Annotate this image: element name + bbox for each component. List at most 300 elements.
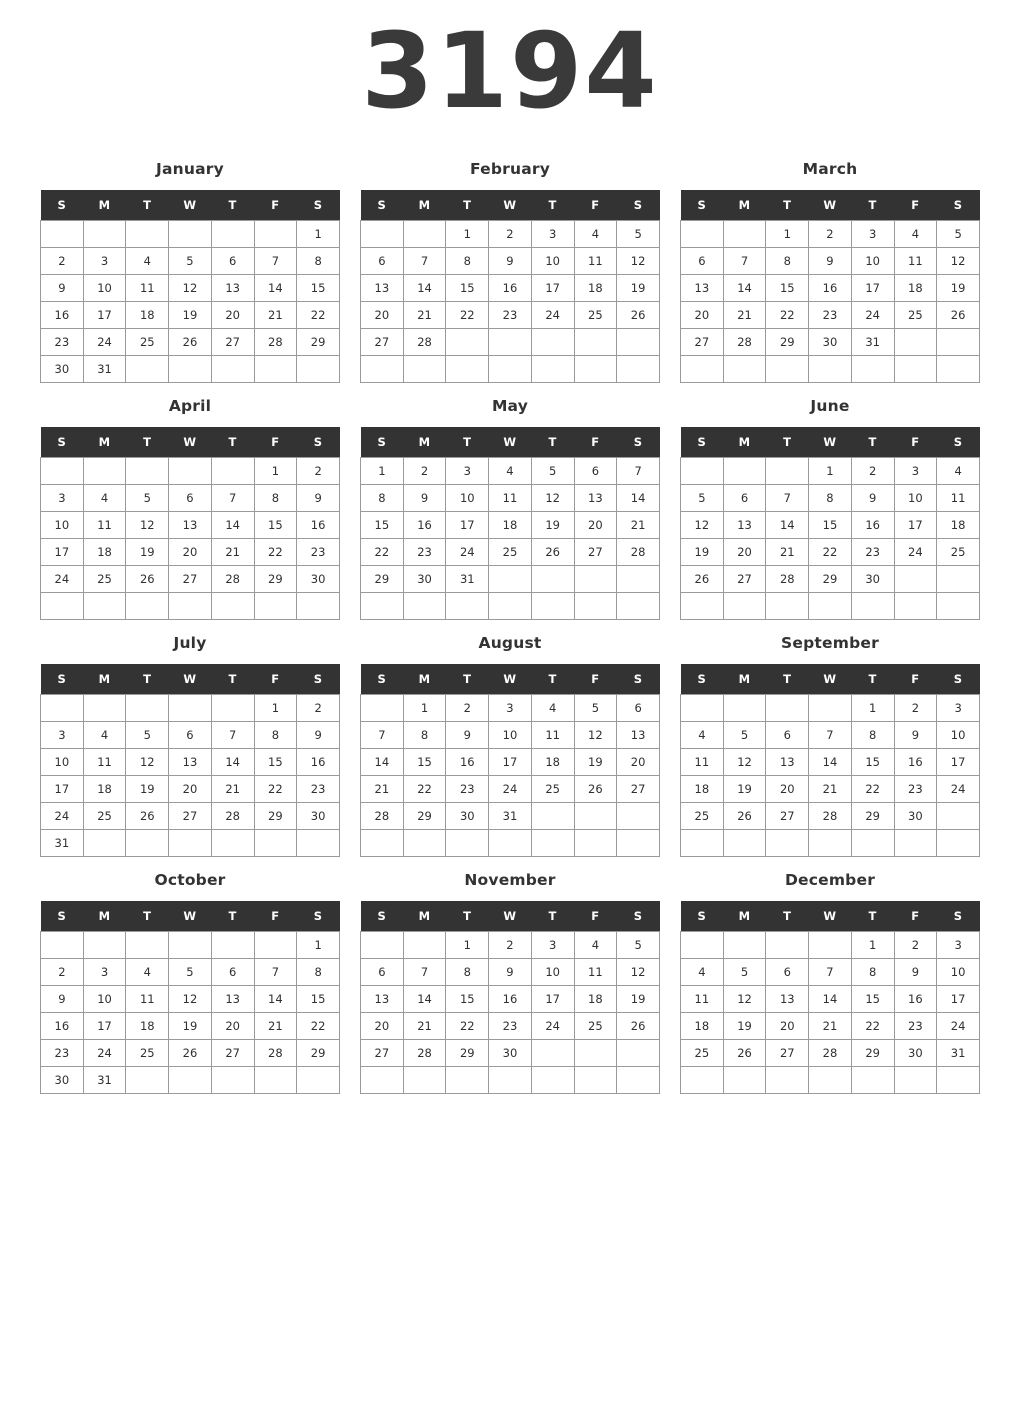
day-cell[interactable]: 5 [617, 221, 660, 248]
day-cell[interactable]: 28 [211, 566, 254, 593]
day-cell[interactable]: 9 [446, 722, 489, 749]
day-cell[interactable]: 7 [723, 248, 766, 275]
day-cell[interactable]: 21 [403, 1013, 446, 1040]
day-cell[interactable]: 16 [297, 512, 340, 539]
day-cell[interactable]: 3 [41, 722, 84, 749]
day-cell[interactable]: 15 [254, 512, 297, 539]
day-cell[interactable]: 8 [403, 722, 446, 749]
day-cell[interactable]: 28 [809, 1040, 852, 1067]
day-cell[interactable]: 19 [574, 749, 617, 776]
day-cell[interactable]: 28 [809, 803, 852, 830]
day-cell[interactable]: 24 [531, 1013, 574, 1040]
day-cell[interactable]: 20 [211, 1013, 254, 1040]
day-cell[interactable]: 3 [41, 485, 84, 512]
day-cell[interactable]: 19 [937, 275, 980, 302]
day-cell[interactable]: 6 [766, 959, 809, 986]
day-cell[interactable]: 23 [297, 776, 340, 803]
day-cell[interactable]: 2 [297, 458, 340, 485]
day-cell[interactable]: 13 [681, 275, 724, 302]
day-cell[interactable]: 15 [297, 986, 340, 1013]
day-cell[interactable]: 29 [297, 329, 340, 356]
day-cell[interactable]: 1 [851, 695, 894, 722]
day-cell[interactable]: 11 [894, 248, 937, 275]
day-cell[interactable]: 7 [403, 959, 446, 986]
day-cell[interactable]: 30 [851, 566, 894, 593]
day-cell[interactable]: 24 [489, 776, 532, 803]
day-cell[interactable]: 8 [851, 959, 894, 986]
day-cell[interactable]: 5 [937, 221, 980, 248]
day-cell[interactable]: 19 [617, 275, 660, 302]
day-cell[interactable]: 12 [937, 248, 980, 275]
day-cell[interactable]: 18 [681, 776, 724, 803]
day-cell[interactable]: 16 [851, 512, 894, 539]
day-cell[interactable]: 6 [681, 248, 724, 275]
day-cell[interactable]: 15 [446, 275, 489, 302]
day-cell[interactable]: 1 [851, 932, 894, 959]
day-cell[interactable]: 7 [254, 248, 297, 275]
day-cell[interactable]: 3 [894, 458, 937, 485]
day-cell[interactable]: 7 [361, 722, 404, 749]
day-cell[interactable]: 28 [254, 1040, 297, 1067]
day-cell[interactable]: 4 [531, 695, 574, 722]
day-cell[interactable]: 17 [531, 986, 574, 1013]
day-cell[interactable]: 16 [809, 275, 852, 302]
day-cell[interactable]: 21 [809, 1013, 852, 1040]
day-cell[interactable]: 5 [681, 485, 724, 512]
day-cell[interactable]: 30 [894, 1040, 937, 1067]
day-cell[interactable]: 21 [254, 302, 297, 329]
day-cell[interactable]: 16 [894, 986, 937, 1013]
day-cell[interactable]: 29 [766, 329, 809, 356]
day-cell[interactable]: 18 [681, 1013, 724, 1040]
day-cell[interactable]: 9 [489, 248, 532, 275]
day-cell[interactable]: 26 [723, 803, 766, 830]
day-cell[interactable]: 19 [723, 1013, 766, 1040]
day-cell[interactable]: 7 [617, 458, 660, 485]
day-cell[interactable]: 8 [254, 722, 297, 749]
day-cell[interactable]: 26 [937, 302, 980, 329]
day-cell[interactable]: 29 [254, 566, 297, 593]
day-cell[interactable]: 13 [361, 986, 404, 1013]
day-cell[interactable]: 5 [723, 722, 766, 749]
day-cell[interactable]: 17 [489, 749, 532, 776]
day-cell[interactable]: 3 [531, 932, 574, 959]
day-cell[interactable]: 1 [254, 458, 297, 485]
day-cell[interactable]: 9 [41, 986, 84, 1013]
day-cell[interactable]: 26 [681, 566, 724, 593]
day-cell[interactable]: 20 [681, 302, 724, 329]
day-cell[interactable]: 23 [809, 302, 852, 329]
day-cell[interactable]: 5 [169, 248, 212, 275]
day-cell[interactable]: 21 [211, 539, 254, 566]
day-cell[interactable]: 19 [126, 776, 169, 803]
day-cell[interactable]: 3 [83, 959, 126, 986]
day-cell[interactable]: 6 [617, 695, 660, 722]
day-cell[interactable]: 19 [169, 302, 212, 329]
day-cell[interactable]: 4 [894, 221, 937, 248]
day-cell[interactable]: 21 [403, 302, 446, 329]
day-cell[interactable]: 22 [446, 302, 489, 329]
day-cell[interactable]: 9 [851, 485, 894, 512]
day-cell[interactable]: 18 [489, 512, 532, 539]
day-cell[interactable]: 23 [446, 776, 489, 803]
day-cell[interactable]: 22 [254, 776, 297, 803]
day-cell[interactable]: 23 [403, 539, 446, 566]
day-cell[interactable]: 6 [574, 458, 617, 485]
day-cell[interactable]: 23 [41, 1040, 84, 1067]
day-cell[interactable]: 29 [403, 803, 446, 830]
day-cell[interactable]: 10 [83, 986, 126, 1013]
day-cell[interactable]: 24 [937, 776, 980, 803]
day-cell[interactable]: 15 [851, 749, 894, 776]
day-cell[interactable]: 31 [446, 566, 489, 593]
day-cell[interactable]: 1 [361, 458, 404, 485]
day-cell[interactable]: 11 [574, 959, 617, 986]
day-cell[interactable]: 30 [297, 803, 340, 830]
day-cell[interactable]: 25 [531, 776, 574, 803]
day-cell[interactable]: 24 [894, 539, 937, 566]
day-cell[interactable]: 2 [851, 458, 894, 485]
day-cell[interactable]: 11 [574, 248, 617, 275]
day-cell[interactable]: 30 [489, 1040, 532, 1067]
day-cell[interactable]: 14 [809, 986, 852, 1013]
day-cell[interactable]: 5 [169, 959, 212, 986]
day-cell[interactable]: 18 [531, 749, 574, 776]
day-cell[interactable]: 20 [617, 749, 660, 776]
day-cell[interactable]: 13 [211, 986, 254, 1013]
day-cell[interactable]: 27 [361, 1040, 404, 1067]
day-cell[interactable]: 28 [766, 566, 809, 593]
day-cell[interactable]: 25 [126, 1040, 169, 1067]
day-cell[interactable]: 19 [126, 539, 169, 566]
day-cell[interactable]: 2 [297, 695, 340, 722]
day-cell[interactable]: 3 [489, 695, 532, 722]
day-cell[interactable]: 18 [574, 986, 617, 1013]
day-cell[interactable]: 12 [169, 275, 212, 302]
day-cell[interactable]: 21 [211, 776, 254, 803]
day-cell[interactable]: 21 [766, 539, 809, 566]
day-cell[interactable]: 22 [254, 539, 297, 566]
day-cell[interactable]: 7 [211, 485, 254, 512]
day-cell[interactable]: 12 [617, 248, 660, 275]
day-cell[interactable]: 25 [83, 566, 126, 593]
day-cell[interactable]: 17 [531, 275, 574, 302]
day-cell[interactable]: 20 [169, 539, 212, 566]
day-cell[interactable]: 23 [851, 539, 894, 566]
day-cell[interactable]: 25 [83, 803, 126, 830]
day-cell[interactable]: 10 [41, 749, 84, 776]
day-cell[interactable]: 15 [403, 749, 446, 776]
day-cell[interactable]: 9 [297, 722, 340, 749]
day-cell[interactable]: 26 [169, 1040, 212, 1067]
day-cell[interactable]: 27 [169, 803, 212, 830]
day-cell[interactable]: 15 [297, 275, 340, 302]
day-cell[interactable]: 17 [937, 986, 980, 1013]
day-cell[interactable]: 8 [446, 959, 489, 986]
day-cell[interactable]: 11 [681, 749, 724, 776]
day-cell[interactable]: 14 [254, 986, 297, 1013]
day-cell[interactable]: 24 [83, 1040, 126, 1067]
day-cell[interactable]: 24 [851, 302, 894, 329]
day-cell[interactable]: 23 [894, 1013, 937, 1040]
day-cell[interactable]: 10 [937, 722, 980, 749]
day-cell[interactable]: 27 [617, 776, 660, 803]
day-cell[interactable]: 25 [681, 1040, 724, 1067]
day-cell[interactable]: 28 [723, 329, 766, 356]
day-cell[interactable]: 27 [766, 1040, 809, 1067]
day-cell[interactable]: 4 [489, 458, 532, 485]
day-cell[interactable]: 18 [894, 275, 937, 302]
day-cell[interactable]: 3 [937, 932, 980, 959]
day-cell[interactable]: 21 [361, 776, 404, 803]
day-cell[interactable]: 29 [851, 803, 894, 830]
day-cell[interactable]: 14 [211, 512, 254, 539]
day-cell[interactable]: 31 [83, 1067, 126, 1094]
day-cell[interactable]: 6 [169, 485, 212, 512]
day-cell[interactable]: 17 [41, 539, 84, 566]
day-cell[interactable]: 30 [446, 803, 489, 830]
day-cell[interactable]: 10 [531, 248, 574, 275]
day-cell[interactable]: 28 [403, 1040, 446, 1067]
day-cell[interactable]: 16 [41, 302, 84, 329]
day-cell[interactable]: 2 [489, 221, 532, 248]
day-cell[interactable]: 23 [297, 539, 340, 566]
day-cell[interactable]: 19 [531, 512, 574, 539]
day-cell[interactable]: 3 [83, 248, 126, 275]
day-cell[interactable]: 3 [446, 458, 489, 485]
day-cell[interactable]: 16 [41, 1013, 84, 1040]
day-cell[interactable]: 12 [574, 722, 617, 749]
day-cell[interactable]: 29 [361, 566, 404, 593]
day-cell[interactable]: 10 [851, 248, 894, 275]
day-cell[interactable]: 17 [83, 302, 126, 329]
day-cell[interactable]: 20 [766, 1013, 809, 1040]
day-cell[interactable]: 27 [211, 1040, 254, 1067]
day-cell[interactable]: 13 [723, 512, 766, 539]
day-cell[interactable]: 1 [297, 932, 340, 959]
day-cell[interactable]: 2 [446, 695, 489, 722]
day-cell[interactable]: 9 [297, 485, 340, 512]
day-cell[interactable]: 30 [41, 1067, 84, 1094]
day-cell[interactable]: 24 [83, 329, 126, 356]
day-cell[interactable]: 22 [446, 1013, 489, 1040]
day-cell[interactable]: 1 [766, 221, 809, 248]
day-cell[interactable]: 7 [403, 248, 446, 275]
day-cell[interactable]: 20 [361, 1013, 404, 1040]
day-cell[interactable]: 22 [361, 539, 404, 566]
day-cell[interactable]: 3 [937, 695, 980, 722]
day-cell[interactable]: 18 [83, 539, 126, 566]
day-cell[interactable]: 22 [297, 1013, 340, 1040]
day-cell[interactable]: 25 [894, 302, 937, 329]
day-cell[interactable]: 4 [681, 722, 724, 749]
day-cell[interactable]: 2 [894, 695, 937, 722]
day-cell[interactable]: 28 [403, 329, 446, 356]
day-cell[interactable]: 1 [446, 221, 489, 248]
day-cell[interactable]: 11 [531, 722, 574, 749]
day-cell[interactable]: 27 [169, 566, 212, 593]
day-cell[interactable]: 13 [361, 275, 404, 302]
day-cell[interactable]: 21 [809, 776, 852, 803]
day-cell[interactable]: 10 [83, 275, 126, 302]
day-cell[interactable]: 13 [169, 749, 212, 776]
day-cell[interactable]: 12 [617, 959, 660, 986]
day-cell[interactable]: 29 [809, 566, 852, 593]
day-cell[interactable]: 13 [617, 722, 660, 749]
day-cell[interactable]: 15 [766, 275, 809, 302]
day-cell[interactable]: 23 [489, 1013, 532, 1040]
day-cell[interactable]: 13 [574, 485, 617, 512]
day-cell[interactable]: 17 [41, 776, 84, 803]
day-cell[interactable]: 11 [681, 986, 724, 1013]
day-cell[interactable]: 15 [361, 512, 404, 539]
day-cell[interactable]: 19 [169, 1013, 212, 1040]
day-cell[interactable]: 7 [211, 722, 254, 749]
day-cell[interactable]: 5 [574, 695, 617, 722]
day-cell[interactable]: 15 [254, 749, 297, 776]
day-cell[interactable]: 11 [489, 485, 532, 512]
day-cell[interactable]: 17 [83, 1013, 126, 1040]
day-cell[interactable]: 6 [361, 248, 404, 275]
day-cell[interactable]: 12 [126, 512, 169, 539]
day-cell[interactable]: 22 [403, 776, 446, 803]
day-cell[interactable]: 12 [531, 485, 574, 512]
day-cell[interactable]: 30 [41, 356, 84, 383]
day-cell[interactable]: 14 [617, 485, 660, 512]
day-cell[interactable]: 11 [937, 485, 980, 512]
day-cell[interactable]: 29 [297, 1040, 340, 1067]
day-cell[interactable]: 31 [41, 830, 84, 857]
day-cell[interactable]: 26 [531, 539, 574, 566]
day-cell[interactable]: 8 [297, 248, 340, 275]
day-cell[interactable]: 29 [446, 1040, 489, 1067]
day-cell[interactable]: 5 [126, 722, 169, 749]
day-cell[interactable]: 26 [126, 566, 169, 593]
day-cell[interactable]: 4 [83, 485, 126, 512]
day-cell[interactable]: 9 [41, 275, 84, 302]
day-cell[interactable]: 27 [211, 329, 254, 356]
day-cell[interactable]: 6 [211, 959, 254, 986]
day-cell[interactable]: 8 [297, 959, 340, 986]
day-cell[interactable]: 9 [489, 959, 532, 986]
day-cell[interactable]: 11 [126, 275, 169, 302]
day-cell[interactable]: 20 [574, 512, 617, 539]
day-cell[interactable]: 25 [126, 329, 169, 356]
day-cell[interactable]: 25 [937, 539, 980, 566]
day-cell[interactable]: 25 [489, 539, 532, 566]
day-cell[interactable]: 27 [361, 329, 404, 356]
day-cell[interactable]: 28 [361, 803, 404, 830]
day-cell[interactable]: 17 [937, 749, 980, 776]
day-cell[interactable]: 29 [254, 803, 297, 830]
day-cell[interactable]: 12 [126, 749, 169, 776]
day-cell[interactable]: 1 [297, 221, 340, 248]
day-cell[interactable]: 2 [403, 458, 446, 485]
day-cell[interactable]: 9 [894, 722, 937, 749]
day-cell[interactable]: 31 [83, 356, 126, 383]
day-cell[interactable]: 4 [574, 221, 617, 248]
day-cell[interactable]: 18 [126, 1013, 169, 1040]
day-cell[interactable]: 19 [617, 986, 660, 1013]
day-cell[interactable]: 18 [574, 275, 617, 302]
day-cell[interactable]: 24 [531, 302, 574, 329]
day-cell[interactable]: 24 [41, 566, 84, 593]
day-cell[interactable]: 12 [169, 986, 212, 1013]
day-cell[interactable]: 10 [894, 485, 937, 512]
day-cell[interactable]: 12 [681, 512, 724, 539]
day-cell[interactable]: 19 [681, 539, 724, 566]
day-cell[interactable]: 4 [126, 959, 169, 986]
day-cell[interactable]: 2 [894, 932, 937, 959]
day-cell[interactable]: 21 [723, 302, 766, 329]
day-cell[interactable]: 9 [403, 485, 446, 512]
day-cell[interactable]: 14 [361, 749, 404, 776]
day-cell[interactable]: 6 [766, 722, 809, 749]
day-cell[interactable]: 13 [766, 986, 809, 1013]
day-cell[interactable]: 18 [937, 512, 980, 539]
day-cell[interactable]: 27 [681, 329, 724, 356]
day-cell[interactable]: 22 [297, 302, 340, 329]
day-cell[interactable]: 11 [83, 749, 126, 776]
day-cell[interactable]: 31 [489, 803, 532, 830]
day-cell[interactable]: 8 [851, 722, 894, 749]
day-cell[interactable]: 20 [211, 302, 254, 329]
day-cell[interactable]: 21 [254, 1013, 297, 1040]
day-cell[interactable]: 4 [83, 722, 126, 749]
day-cell[interactable]: 6 [211, 248, 254, 275]
day-cell[interactable]: 16 [489, 986, 532, 1013]
day-cell[interactable]: 11 [126, 986, 169, 1013]
day-cell[interactable]: 24 [41, 803, 84, 830]
day-cell[interactable]: 20 [169, 776, 212, 803]
day-cell[interactable]: 22 [851, 776, 894, 803]
day-cell[interactable]: 22 [766, 302, 809, 329]
day-cell[interactable]: 1 [809, 458, 852, 485]
day-cell[interactable]: 7 [809, 959, 852, 986]
day-cell[interactable]: 23 [489, 302, 532, 329]
day-cell[interactable]: 15 [446, 986, 489, 1013]
day-cell[interactable]: 25 [574, 1013, 617, 1040]
day-cell[interactable]: 24 [446, 539, 489, 566]
day-cell[interactable]: 8 [361, 485, 404, 512]
day-cell[interactable]: 14 [403, 986, 446, 1013]
day-cell[interactable]: 27 [574, 539, 617, 566]
day-cell[interactable]: 24 [937, 1013, 980, 1040]
day-cell[interactable]: 1 [446, 932, 489, 959]
day-cell[interactable]: 20 [766, 776, 809, 803]
day-cell[interactable]: 29 [851, 1040, 894, 1067]
day-cell[interactable]: 5 [617, 932, 660, 959]
day-cell[interactable]: 11 [83, 512, 126, 539]
day-cell[interactable]: 3 [531, 221, 574, 248]
day-cell[interactable]: 28 [617, 539, 660, 566]
day-cell[interactable]: 16 [403, 512, 446, 539]
day-cell[interactable]: 5 [723, 959, 766, 986]
day-cell[interactable]: 30 [809, 329, 852, 356]
day-cell[interactable]: 26 [617, 302, 660, 329]
day-cell[interactable]: 26 [169, 329, 212, 356]
day-cell[interactable]: 8 [766, 248, 809, 275]
day-cell[interactable]: 23 [894, 776, 937, 803]
day-cell[interactable]: 13 [169, 512, 212, 539]
day-cell[interactable]: 14 [723, 275, 766, 302]
day-cell[interactable]: 27 [766, 803, 809, 830]
day-cell[interactable]: 14 [809, 749, 852, 776]
day-cell[interactable]: 14 [403, 275, 446, 302]
day-cell[interactable]: 14 [766, 512, 809, 539]
day-cell[interactable]: 4 [126, 248, 169, 275]
day-cell[interactable]: 13 [211, 275, 254, 302]
